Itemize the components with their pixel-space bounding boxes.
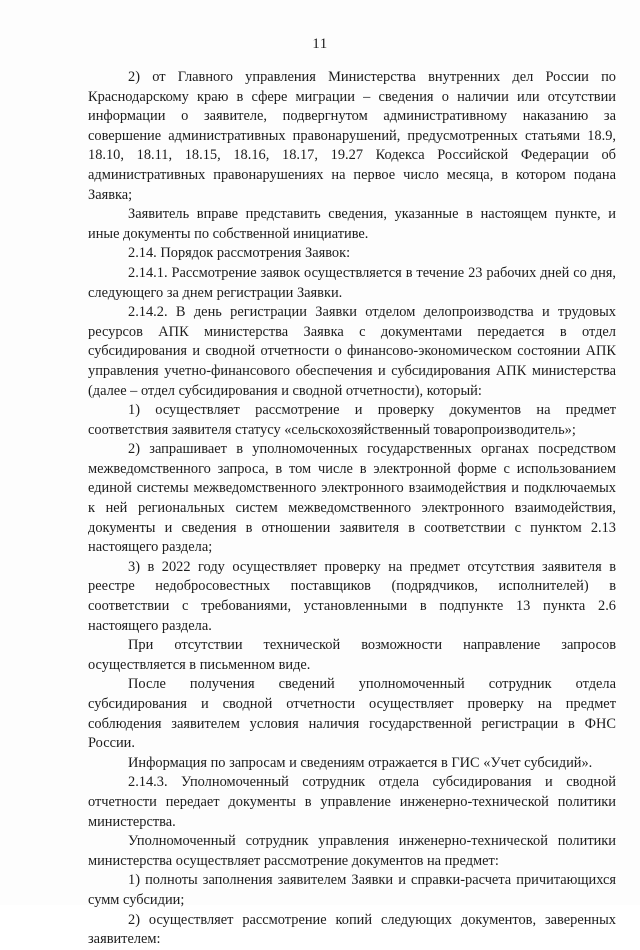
paragraph: Заявитель вправе представить сведения, указанные в настоящем пункте, и иные документы по собственной инициативе. xyxy=(88,206,616,242)
paragraph: 2) от Главного управления Министерства внутренних дел России по Краснодарскому краю в сфере миграции – сведения о наличии или отсутствии информации о заявителе, подвергнутом административному наказанию за совершение административных правонарушений, предусмотренных статьями 18.9, 18.10, 18.11, 18.15, 18.16, 18.17, 19.27 Кодекса Российской Федерации об административных правонарушениях на первое число месяца, в котором подана Заявка; xyxy=(88,69,616,203)
list-item: 1) осуществляет рассмотрение и проверку документов на предмет соответствия заявителя статусу «сельскохозяйственный товаропроизводитель»; xyxy=(88,402,616,438)
paragraph: После получения сведений уполномоченный сотрудник отдела субсидирования и сводной отчетности осуществляет проверку на предмет соблюдения заявителем условия наличия государственной регистрации в ФНС России. xyxy=(88,676,616,752)
list-item: 3) в 2022 году осуществляет проверку на предмет отсутствия заявителя в реестре недобросовестных поставщиков (подрядчиков, исполнителей) в соответствии с требованиями, установленными в подпункте 13 пункта 2.6 настоящего раздела. xyxy=(88,558,616,634)
list-item: 1) полноты заполнения заявителем Заявки и справки-расчета причитающихся сумм субсидии; xyxy=(88,872,616,908)
section-heading: 2.14. Порядок рассмотрения Заявок: xyxy=(128,245,351,262)
document-body xyxy=(88,68,616,950)
paragraph: При отсутствии технической возможности направление запросов осуществляется в письменном виде. xyxy=(88,637,616,673)
page-number: 11 xyxy=(312,36,328,52)
paragraph: Информация по запросам и сведениям отражается в ГИС «Учет субсидий». xyxy=(128,754,593,771)
paragraph: 2.14.2. В день регистрации Заявки отделом делопроизводства и трудовых ресурсов АПК министерства Заявка с документами передается в отдел субсидирования и сводной отчетности о финансово-экономическом состоянии АПК управления учетно-финансового обеспечения и субсидирования АПК министерства (далее – отдел субсидирования и сводной отчетности), который: xyxy=(88,304,616,399)
paragraph: 2.14.1. Рассмотрение заявок осуществляется в течение 23 рабочих дней со дня, следующего за днем регистрации Заявки. xyxy=(88,264,616,301)
paragraph: 2.14.3. Уполномоченный сотрудник отдела субсидирования и сводной отчетности передает документы в управление инженерно-технической политики министерства. xyxy=(88,774,616,830)
list-item: 2) запрашивает в уполномоченных государственных органах посредством межведомственного запроса, в том числе в электронной форме с использованием единой системы межведомственного электронного взаимодействия и подключаемых к ней региональных систем межведомственного электронного взаимодействия, документы и сведения в отношении заявителя в соответствии с пунктом 2.13 настоящего раздела; xyxy=(88,441,616,556)
paragraph: Уполномоченный сотрудник управления инженерно-технической политики министерства осуществляет рассмотрение документов на предмет: xyxy=(88,833,616,869)
list-item: 2) осуществляет рассмотрение копий следующих документов, заверенных заявителем: xyxy=(88,911,616,948)
